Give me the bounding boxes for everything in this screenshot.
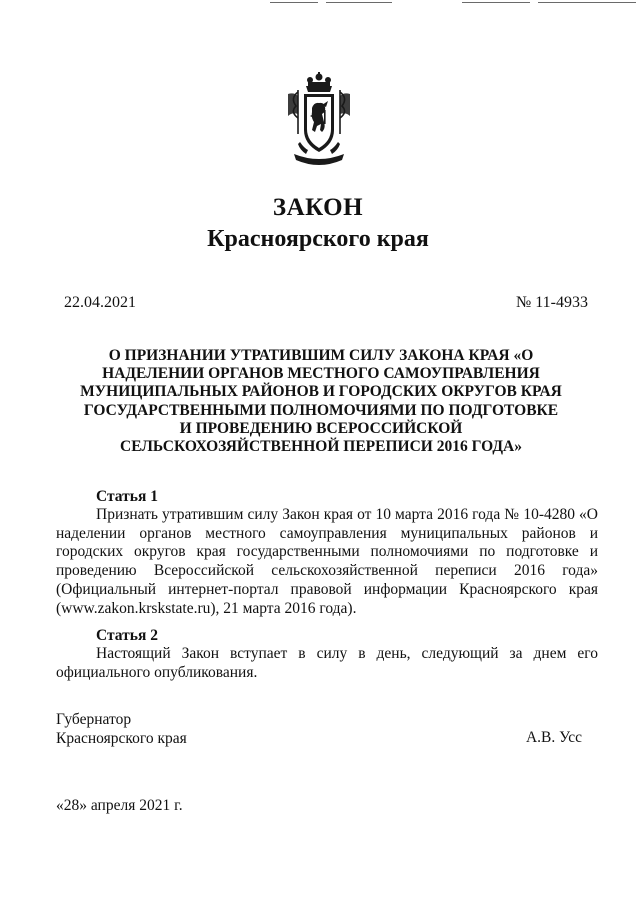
adoption-date: 22.04.2021 [64, 294, 136, 311]
article-heading: Статья 1 [96, 488, 158, 505]
scan-edge-line [270, 2, 318, 3]
coat-of-arms-icon [284, 72, 354, 172]
signatory-position [56, 711, 187, 748]
issuer-heading: Красноярского края [207, 226, 429, 252]
signatory-position-line: Красноярского края [56, 729, 187, 747]
scan-edge-line [538, 2, 636, 3]
signing-date: «28» апреля 2021 г. [56, 797, 183, 814]
document-type-heading: ЗАКОН [272, 194, 364, 221]
law-title: О ПРИЗНАНИИ УТРАТИВШИМ СИЛУ ЗАКОНА КРАЯ «О НАДЕЛЕНИИ ОРГАНОВ МЕСТНОГО САМОУПРАВЛЕНИЯ МУНИЦИПАЛЬНЫХ РАЙОНОВ И ГОРОДСКИХ ОКРУГОВ КРАЯ ГОСУДАРСТВЕННЫМИ ПОЛНОМОЧИЯМИ ПО ПОДГОТОВКЕ И ПРОВЕДЕНИЮ ВСЕРОССИЙСКОЙ СЕЛЬСКОХОЗЯЙСТВЕННОЙ ПЕРЕПИСИ 2016 ГОДА» [80, 347, 562, 456]
article-text: Настоящий Закон вступает в силу в день, следующий за днем его официального опубликования. [56, 645, 598, 681]
scan-edge-line [462, 2, 530, 3]
signatory-name: А.В. Усс [525, 729, 582, 746]
article-text: Признать утратившим силу Закон края от 10 марта 2016 года № 10-4280 «О наделении органов местного самоуправления муниципальных районов и городских округов края государственными полномочиями по подготовке и проведению Всероссийской сельскохозяйственной переписи 2016 года» (Официальный интернет-портал правовой информации Красноярского края (www.zakon.krskstate.ru), 21 марта 2016 года). [56, 506, 598, 617]
article-heading: Статья 2 [96, 627, 158, 644]
law-number: № 11-4933 [516, 294, 588, 311]
scan-edge-line [326, 2, 392, 3]
signatory-position-line: Губернатор [56, 711, 132, 728]
